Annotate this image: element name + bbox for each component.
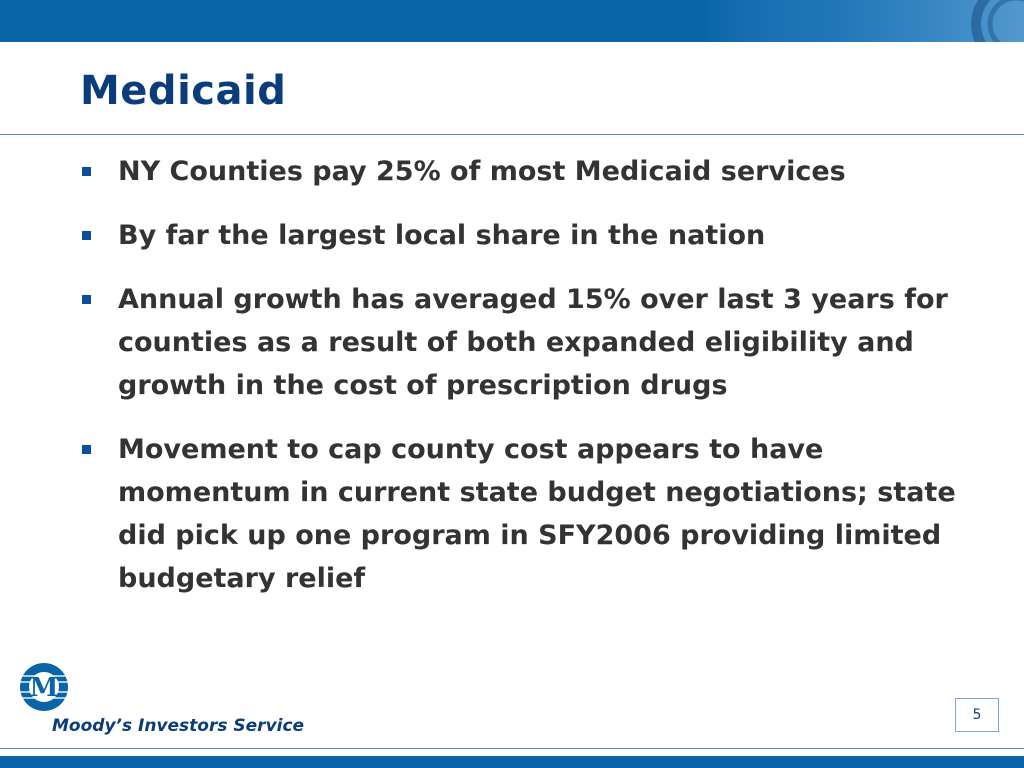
moodys-logo-icon [19,662,69,712]
square-bullet-icon [82,445,91,454]
bullet-text: Annual growth has averaged 15% over last 3 years for counties as a result of both expanded eligibility and growth in the cost of prescription drugs [118,284,948,401]
rating-watermark-decoration [704,0,1024,42]
title-divider [0,134,1024,135]
bullet-list [80,150,970,621]
page-number: 5 [955,698,999,732]
bullet-text: NY Counties pay 25% of most Medicaid services [118,156,846,187]
square-bullet-icon [82,167,91,176]
bullet-text: By far the largest local share in the nation [118,220,766,251]
bullet-item [80,150,970,193]
footer-divider [0,748,1024,749]
header-bar [0,0,1024,42]
bullet-item [80,214,970,257]
footer-bar [0,756,1024,768]
square-bullet-icon [82,295,91,304]
bullet-text: Movement to cap county cost appears to have momentum in current state budget negotiations; state did pick up one program in SFY2006 providing limited budgetary relief [118,434,956,594]
slide-title: Medicaid [80,68,287,114]
square-bullet-icon [82,231,91,240]
logo-letter: M [29,673,59,703]
bullet-item [80,428,970,600]
bullet-item [80,278,970,407]
brand-name: Moody’s Investors Service [52,716,305,736]
